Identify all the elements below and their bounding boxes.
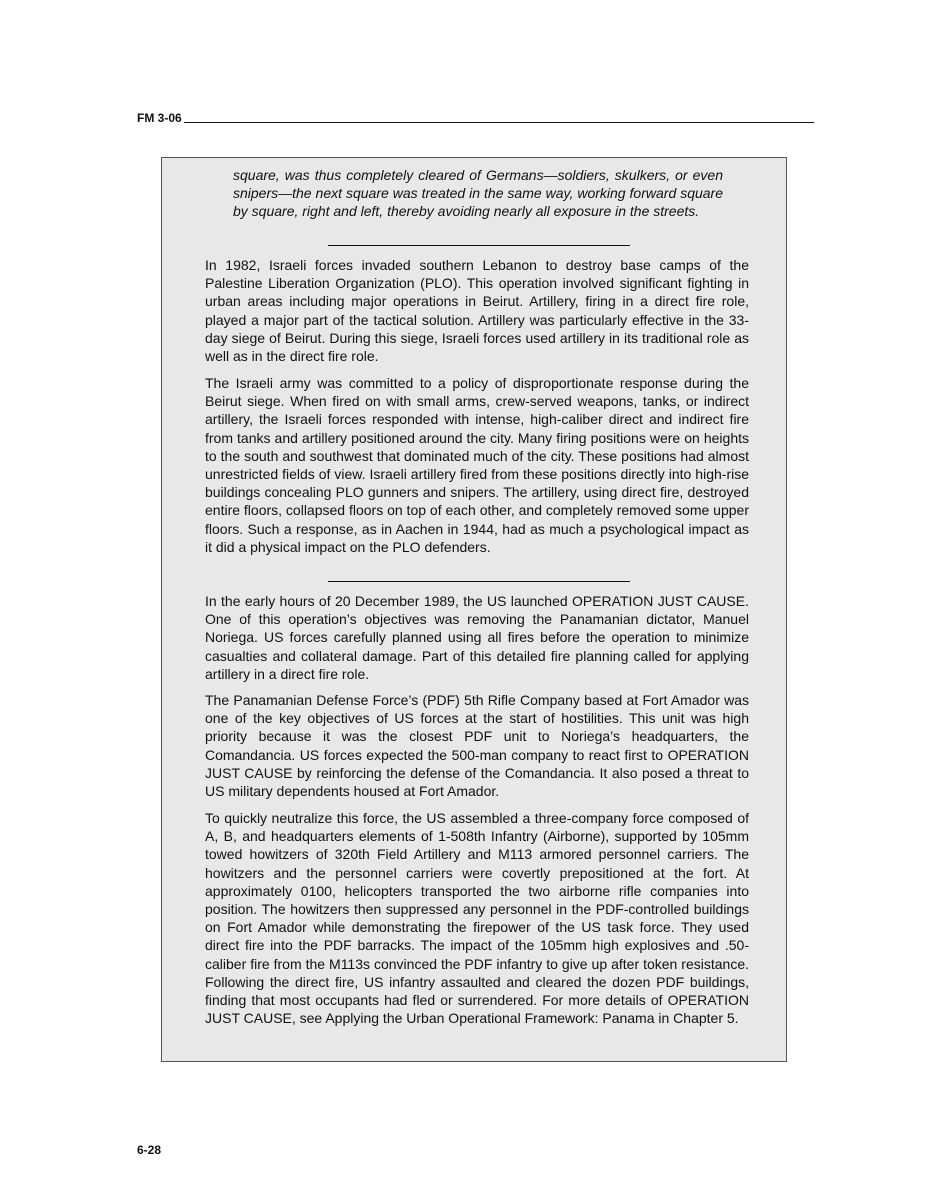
paragraph-pdf-rifle-company: The Panamanian Defense Force’s (PDF) 5th Rifle Company based at Fort Amador was one of the key objectives of US forces at the start of hostilities. This unit was high priority because it was the closest PDF unit to Noriega’s headquarters, the Comandancia. US forces expected the 500-man company to react first to OPERATION JUST CAUSE by reinforcing the defense of the Comandancia. It also posed a threat to US military dependents housed at Fort Amador. (205, 692, 749, 800)
quote-continuation: square, was thus completely cleared of Germans—soldiers, skulkers, or even snipers—the next square was treated in the same way, working forward square by square, right and left, thereby avoiding nearly all exposure in the streets. (233, 167, 723, 220)
manual-id: FM 3-06 (137, 111, 182, 125)
section-divider (328, 581, 630, 582)
paragraph-just-cause-intro: In the early hours of 20 December 1989, the US launched OPERATION JUST CAUSE. One of this operation’s objectives was removing the Panamanian dictator, Manuel Noriega. US forces carefully planned using all fires before the operation to minimize casualties and collateral damage. Part of this detailed fire planning called for applying artillery in a direct fire role. (205, 593, 749, 682)
page-number: 6-28 (137, 1143, 162, 1157)
vignette-box (161, 157, 787, 1062)
paragraph-beirut-siege: The Israeli army was committed to a policy of disproportionate response during the Beirut siege. When fired on with small arms, crew-served weapons, tanks, or indirect artillery, the Israeli forces responded with intense, high-caliber direct and indirect fire from tanks and artillery positioned around the city. Many firing positions were on heights to the south and southwest that dominated much of the city. These positions had almost unrestricted fields of view. Israeli artillery fired from these positions directly into high-rise buildings concealing PLO gunners and snipers. The artillery, using direct fire, destroyed entire floors, collapsed floors on top of each other, and completely removed some upper floors. Such a response, as in Aachen in 1944, had as much a psychological impact as it did a physical impact on the PLO defenders. (205, 375, 749, 555)
section-divider (328, 245, 630, 246)
paragraph-lebanon-invasion: In 1982, Israeli forces invaded southern Lebanon to destroy base camps of the Palestine Liberation Organization (PLO). This operation involved significant fighting in urban areas including major operations in Beirut. Artillery, firing in a direct fire role, played a major part of the tactical solution. Artillery was particularly effective in the 33-day siege of Beirut. During this siege, Israeli forces used artillery in its traditional role as well as in the direct fire role. (205, 257, 749, 365)
header-rule (184, 122, 814, 123)
page-header (137, 110, 814, 124)
paragraph-fort-amador-assault: To quickly neutralize this force, the US assembled a three-company force composed of A, B, and headquarters elements of 1-508th Infantry (Airborne), supported by 105mm towed howitzers of 320th Field Artillery and M113 armored personnel carriers. The howitzers and the personnel carriers were covertly prepositioned at the fort. At approximately 0100, helicopters transported the two airborne rifle companies into position. The howitzers then suppressed any personnel in the PDF-controlled buildings on Fort Amador while demonstrating the firepower of the US task force. They used direct fire into the PDF barracks. The impact of the 105mm high explosives and .50-caliber fire from the M113s convinced the PDF infantry to give up after token resistance. Following the direct fire, US infantry assaulted and cleared the dozen PDF buildings, finding that most occupants had fled or surrendered. For more details of OPERATION JUST CAUSE, see Applying the Urban Operational Framework: Panama in Chapter 5. (205, 810, 749, 1027)
